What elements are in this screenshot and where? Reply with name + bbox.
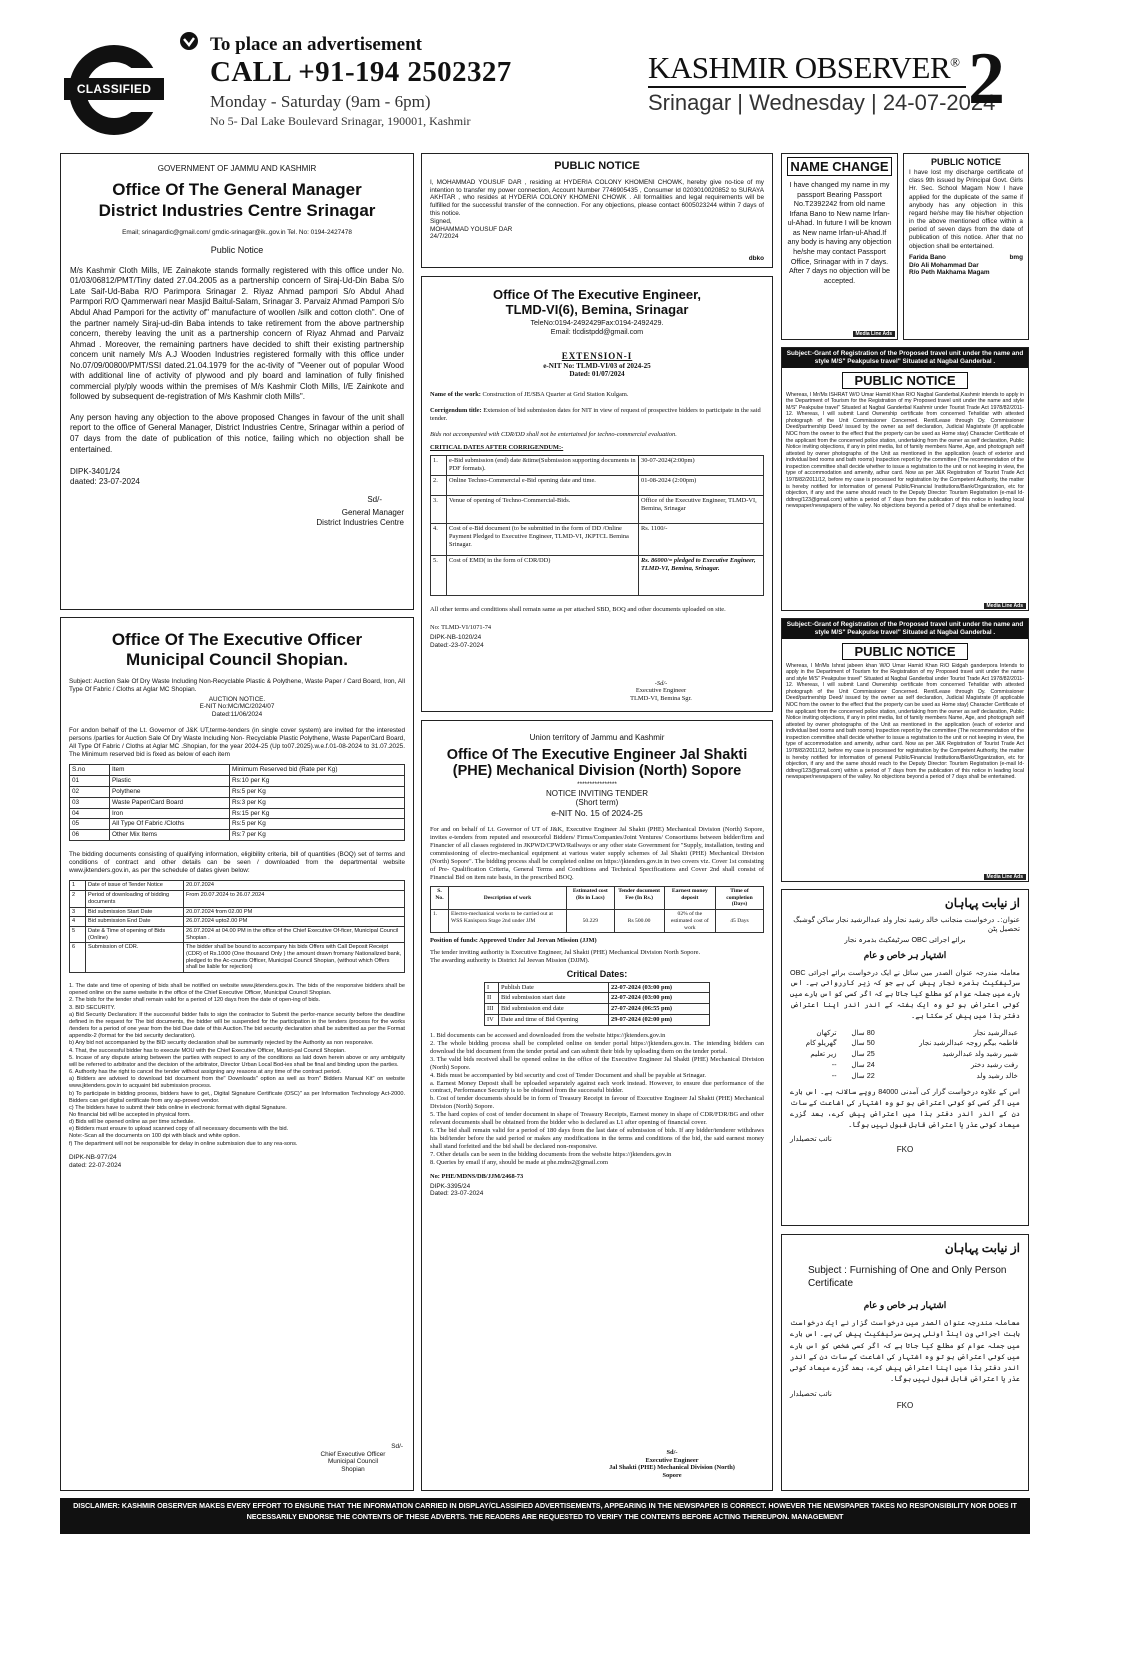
tlmd-crit-label: CRITICAL DATES AFTER CORRIGENDUM:- (430, 444, 564, 452)
table-cell: 27-07-2024 (06:55 pm) (609, 1004, 710, 1015)
mcs-intro: For andon behalf of the Lt. Governor of J&K UT,terme-tenders (in single cover system) are invited for the interested persons /parties for Auction Sale Of Dry Waste Including Non- Recyclable Plastic Polythene, Waste Paper/Card Board, All Type Of Fabric / Cloths at Aglar MC .Shopian, for the year 2024-25 (Up to07.2025).w.e.f.01-08-2024 to 31.07.2025. The Minimum reserved bid is fixed as below of each item (69, 727, 405, 758)
table-row (790, 1071, 1020, 1082)
js-title-2: (PHE) Mechanical Division (North) Sopore (452, 762, 742, 779)
table-cell: Rs:10 per Kg (230, 776, 405, 787)
dic-gov: GOVERNMENT OF JAMMU AND KASHMIR (157, 164, 317, 173)
table-cell: Date & Time of opening of Bids (Online) (86, 926, 184, 942)
tlmd-note: Bids not accompanied with CDR/DD shall not be entertained for techno-commercial evaluation. (430, 430, 677, 438)
mcs-dated: Dated:11/06/2024 (211, 711, 263, 719)
table-cell: 4. (431, 524, 447, 556)
table-cell: Other Mix Items (110, 830, 230, 841)
js-intro: For and on behalf of Lt. Governor of UT of J&K, Executive Engineer Jal Shakti (PHE) Mechanical Division (North) Sopore, invites e-tenders from reputed and resourceful Bidders/ Firms/Companies/Joint Ventures/ Consortiums between bidder/firm and Financier of all classes registered in JKPWD/CPWD/Railways or any other state Government for "Supply, installation, testing and commissioning of electro-mechanical equipment at various water supply schemes of Jal Shakti (PHE) Mechanical Division (North) Sopore". The bidding process shall be completed online on https://jktenders.gov.in in two covers viz. Cover 1st consisting of Pre- Qualification Criteria, General Terms and Conditions and Technical Specifications and Cover 2nd shall consist of Financial Bid on item rate basis, in the prescribed BOQ. (430, 826, 764, 882)
tlmd-email: Email: tlcdistpdd@gmail.com (550, 326, 644, 336)
ad-power-transfer (421, 153, 773, 268)
table-cell: 01 (70, 776, 110, 787)
mcs-title-2: Municipal Council Shopian. (126, 650, 348, 669)
nc-title: NAME CHANGE (787, 157, 892, 176)
table-row (70, 891, 405, 907)
table-row (485, 993, 710, 1004)
table-cell: 24 سال (851, 1059, 875, 1069)
table-header-cell: S. No. (431, 886, 449, 909)
table-row (431, 456, 764, 476)
table-row (70, 776, 405, 787)
tr2-tag: Media Line Ads (984, 874, 1027, 880)
dic-office: District Industries Centre (316, 518, 404, 528)
lc-father: D/o Ali Mohammad Dar (909, 261, 979, 269)
table-cell: زیر تعلیم (810, 1049, 837, 1059)
tlmd-no: No: TLMD-VI/1071-74 (430, 623, 492, 631)
table-cell: Iron (110, 808, 230, 819)
table-row (431, 886, 764, 909)
js-no: e-NIT No. 15 of 2024-25 (551, 808, 643, 819)
ad-dic-srinagar (60, 153, 414, 610)
pn-signed: Signed, (430, 217, 452, 225)
table-cell: 04 (70, 808, 110, 819)
js-ut: Union territory of Jammu and Kashmir (529, 733, 665, 742)
masthead (648, 50, 960, 86)
disclaimer-bar (60, 1498, 1030, 1534)
tlmd-ref: DIPK-NB-1020/24 (430, 633, 482, 641)
tlmd-extension: EXTENSION-I (561, 350, 633, 361)
table-header-cell: Item (110, 765, 230, 776)
ad-urdu-one-person (781, 1234, 1029, 1491)
table-header-cell: Time of completion (Days) (716, 886, 764, 909)
ad-urdu-obc (781, 889, 1029, 1226)
table-cell: عبدالرشید نجار (973, 1027, 1018, 1037)
table-cell: 2. (431, 476, 447, 496)
tlmd-sig-1: Executive Engineer (635, 687, 687, 695)
u1-line-1: عنوان:۔ درخواست منجانب خالد رشید نجار ولد عبدالرشید نجار ساکن گوشبگ تحصیل پٹن (793, 915, 1020, 933)
js-authority: The tender inviting authority is Executive Engineer, Jal Shakti (PHE) Mechanical Division North Sopore. (430, 949, 701, 957)
dic-signatory: General Manager (341, 508, 404, 518)
lc-name: Farida Bano (909, 253, 946, 261)
lc-body: I have lost my discharge certificate of class 9th issued by Principal Govt. Girls Hr. Sec. School Magam Now I have applied for the duplicate of the same if anybody has any objection in this regard he/she may file his/her objection in the above mentioned office within a period of seven days from the date of publication of this notice. After that no objection shall be entertained. (909, 168, 1023, 250)
js-critical-label: Critical Dates: (566, 968, 628, 979)
table-row (70, 943, 405, 973)
table-header-cell: S.no (70, 765, 110, 776)
mcs-dated-2: dated: 22-07-2024 (69, 1161, 122, 1169)
table-cell: Rs. 86000/= pledged to Executive Engineer, TLMD-VI, Bemina, Srinagar. (639, 556, 764, 596)
page-number: 2 (968, 38, 1005, 120)
table-cell: 45 Days (716, 910, 764, 933)
table-header-cell: Estimated cost (Rs in Lacs) (567, 886, 615, 909)
tr2-subject: Subject:-Grant of Registration of the Proposed travel unit under the name and style M/S" Peakpulse travel" Situated at Nagbal Ganderbal . (782, 619, 1028, 639)
table-cell: رفت رشید دختر (970, 1059, 1018, 1069)
table-cell: Rs:3 per Kg (230, 797, 405, 808)
tr1-subject: Subject:-Grant of Registration of the Proposed travel unit under the name and style M/S" Peakpulse travel" Situated at Nagbal Ganderbal . (782, 348, 1028, 368)
tlmd-sd: -Sd/- (654, 679, 668, 687)
table-row (431, 524, 764, 556)
table-cell: 01-08-2024 (2:00pm) (639, 476, 764, 496)
dic-ref: DIPK-3401/24 (70, 467, 121, 477)
ad-phone: CALL +91-194 2502327 (210, 56, 512, 88)
u1-tag: FKO (896, 1145, 914, 1155)
table-row (70, 830, 405, 841)
table-cell: Plastic (110, 776, 230, 787)
tlmd-dated-2: Dated:-23-07-2024 (430, 641, 484, 649)
ad-mc-shopian (60, 617, 414, 1491)
tlmd-corr (430, 407, 764, 423)
arrow-circle-icon (178, 30, 200, 52)
table-cell: Bid submission End Date (86, 917, 184, 927)
table-cell: All Type Of Fabric /Cloths (110, 819, 230, 830)
tlmd-title-2: TLMD-VI(6), Bemina, Srinagar (505, 302, 689, 317)
mcs-sig-line: Chief Executive Officer (320, 1450, 386, 1458)
js-points: 1. Bid documents can be accessed and downloaded from the website https://jktenders.gov.in 2. The whole bidding process shall be completed online on tender portal https://jktenders.gov.in. The intending bidders can download the bid document from the tender portal and can submit their bids by uploading them on the tender portal. 3. The valid bids received shall be opened online in the office of the Executive Engineer Jal Shakti (PHE) Mechanical Division (North) Sopore. 4. Bids must be accompanied by bid security and cost of Tender Document and shall be payable at Srinagar. a. Earnest Money Deposit shall be uploaded separately against each work instead. However, to ensure due performance of the contract, Performance Security is to be obtained from the successful bidder. b. Cost of tender documents should be in form of Treasury Receipt in favour of Executive Engineer Jal Shakti (PHE) Mechanical Division (North) Sopore. 5. The hard copies of cost of tender document in shape of Treasury Receipts, Earnest money in shape of CDR/FDR/BG and other relevant documents shall be obtained from the bidder who is declared as L1 after opening of financial cover. 6. The bid shall remain valid for a period of 180 days from the last date of submission of bids. If any bidder/tenderer withdraws his bid/tender before the said period or makes any modifications in the terms and conditions of the bid, the said earnest money shall stand forfeited and the bid shall be declared non-responsive. 7. Other details can be seen in the bidding documents from the website https://jktenders.gov.in 8. Queries by email if any, should be made at phe.mdns2@gmail.com (430, 1031, 764, 1166)
table-cell: گھریلو کام (805, 1038, 837, 1048)
ad-intro: To place an advertisement (210, 34, 422, 55)
dic-body-2: Any person having any objection to the above proposed Changes in favour of the unit shall report to the office of General Manager, District Industries Centre, Srinagar within a period of 07 days from the date of publication of this notice, failing which no objection shall be entertained. (70, 412, 404, 454)
mcs-terms: 1. The date and time of opening of bids shall be notified on website www.jktenders.gov.in. The bids of the responsive bidders shall be opened online on the same website in the office of the Chief Executive Officer, Municipal Council Shopian. 2. The bids for the tender shall remain valid for a period of 120 days from the date of open-ing of bids. 3. BID SECURITY. a) Bid Security Declaration: If the successful bidder fails to sign the contractor to Submit the perfor-mance security before the deadline defined in the request for The bid documents, the bidder will be suspended for the participation in the tenders /process for the works /tenders for a period of one year from the bid Due date of this Auction.The bid security declaration shall be submitted as per the Format appendix-2 (format for the bid security declaration). b) Any bid not accompanied by the BID security declaration shall be summarily rejected by the Authority as non responsive. 4. That, the successful bidder has to execute MOU with the Chief Executive Officer, Munici-pal Council Shopian. 5. Incase of any dispute arising between the parties with respect to any of the conditions as laid down herein above or any ambiguity will be referred to arbitrator and the decision of the arbitrator, Director Urban Local Bod-ies shall be final and binding upon the parties. 6. Authority has the right to cancel the tender without assigning any reasons at any time of the contract period. a) Bidders are advised to download bid document from the" Downloads" option as well as from" Bidders Manual Kit" on website www.jktenders.gov.in to acquaint bid submission process. b) To participate in bidding process, bidders have to get,, Digital Signature Certificate (DSC)" as per Information Technology Act-2000. Bidders can get digital certificate from any ap-proved vendor. c) The bidders have to submit their bids online in electronic format with digital Signature. No financial bid will be accepted in physical form. d) Bids will be opened online as per time schedule. e) Bidders must ensure to upload scanned copy of all necessary documents with the bid. Note:-Scan all the documents on 100 dpi with black and white option. f) The department will not be responsible for delay in online submission due to any rea-sons. (69, 983, 405, 1147)
dic-title-1: Office Of The General Manager (112, 179, 362, 199)
js-sig-1: Executive Engineer (645, 1456, 699, 1464)
table-cell: Bid submission start date (499, 993, 609, 1004)
js-work-table (430, 886, 764, 933)
table-cell: 02% of the estimated cost of work (664, 910, 715, 933)
tlmd-work-text: Construction of JE/SBA Quarter at Grid Station Kulgam. (482, 391, 629, 399)
u2-title: از نیابت پہاہان (944, 1241, 1020, 1255)
ad-travel-unit-1 (781, 347, 1029, 611)
pn-name: MOHAMMAD YOUSUF DAR (430, 225, 513, 233)
tlmd-dated: Dated: 01/07/2024 (569, 370, 625, 379)
tr1-tag: Media Line Ads (984, 603, 1027, 609)
pn-date: 24/7/2024 (430, 233, 459, 241)
table-row (431, 476, 764, 496)
ad-hours: Monday - Saturday (9am - 6pm) (210, 92, 431, 111)
lc-name-row (909, 254, 1023, 262)
tlmd-other: All other terms and conditions shall remain same as per attached SBD, BOQ and other documents uploaded on site. (430, 606, 726, 614)
table-cell: Electro-mechanical works to be carried out at WSS Kanispora Stage 2nd under JJM (449, 910, 567, 933)
lc-tag: bmg (1009, 253, 1023, 261)
nc-tag: Media Line Ads (853, 331, 896, 337)
table-cell: Period of downloading of bidding documents (86, 891, 184, 907)
js-sd: Sd/- (666, 1448, 678, 1456)
table-cell: Rs 500.00 (614, 910, 664, 933)
js-sig-2: Jal Shakti (PHE) Mechanical Division (North) (609, 1464, 735, 1472)
table-cell: -- (831, 1070, 837, 1080)
js-signature (572, 1449, 772, 1480)
mcs-schedule-table (69, 880, 405, 973)
mcs-boq: The bidding documents consisting of qualifying information, eligibility criteria, bill of quantities (BOQ) set of terms and conditions of contract and other details can be seen / downloaded from the departmental website www.jktenders.gov.in, as per the schedule of dates given below: (69, 851, 405, 874)
u2-body: معاملہ مندرجہ عنوان الصدر میں درخواست گزار نے ایک درخواست بابت اجرائی ون اینڈ اونلی پرسن سرٹیفکیٹ پیش کی ہے۔ اس بارے میں جملہ عوام کو مطلع کیا جاتا ہے کہ اگر کسی شخص کو اس بارے میں کوئی اعتراض ہو تو وہ اشتہار کی اشاعت کے سات دن کے اندر اندر دفتر ہذا میں اپنا اعتراض پیش کرے، بعد گزرے میعاد کوئی عذر یا اعتراض قابل قبول نہیں ہوگا۔ (790, 1318, 1020, 1384)
table-cell: Waste Paper/Card Board (110, 797, 230, 808)
classified-logo (60, 42, 168, 138)
u1-title: از نیابت پہاہان (944, 896, 1020, 910)
table-cell: 1. (431, 910, 449, 933)
dic-sd: Sd/- (367, 494, 382, 504)
table-cell: 29-07-2024 (02:00 pm) (609, 1015, 710, 1026)
table-cell: Office of the Executive Engineer, TLMD-VI, Bemina, Srinagar (639, 496, 764, 524)
table-row (790, 1049, 1020, 1060)
u2-sig: نائب تحصیلدار (790, 1389, 832, 1399)
table-cell: خالد رشید ولد (976, 1070, 1018, 1080)
ad-travel-unit-2 (781, 618, 1029, 882)
u1-sig: نائب تحصیلدار (790, 1133, 832, 1143)
nc-body: I have changed my name in my passport Bearing Passport No.T2392242 from old name Irfana Bano to New name Irfan-ul-Ahad. In future I will be known as New name Irfan-ul-Ahad.If any body is having any objection he/she may contact Passport Office, Srinagar with in 7 days. After 7 days no objection will be accepted. (787, 180, 892, 285)
table-header-cell: Earnest money deposit (664, 886, 715, 909)
mcs-signature (303, 1443, 403, 1474)
table-cell: Rs:5 per Kg (230, 786, 405, 797)
mcs-sig-line: Municipal Council (327, 1458, 379, 1466)
tlmd-title-1: Office Of The Executive Engineer, (492, 287, 702, 302)
table-row (790, 1060, 1020, 1071)
pn-tag: dbko (748, 255, 764, 263)
table-cell: Rs:7 per Kg (230, 830, 405, 841)
table-row (485, 982, 710, 993)
table-row (485, 1004, 710, 1015)
dateline: Srinagar | Wednesday | 24-07-2024 (648, 90, 996, 115)
table-cell: III (485, 1004, 499, 1015)
table-cell: 05 (70, 819, 110, 830)
ad-name-change (781, 153, 898, 340)
u1-line-2: برائے اجرائی OBC سرٹیفکیٹ بذمرہ نجار (844, 934, 966, 944)
tr1-title: PUBLIC NOTICE (842, 372, 968, 389)
table-row (70, 907, 405, 917)
registered-mark: ® (950, 54, 960, 70)
table-cell: Cost of e-Bid document (to be submitted in the form of DD /Online Payment Pledged to Executive Engineer, TLMD-VI, JKPTCL Bemina Srinagar. (447, 524, 639, 556)
table-header-cell: Description of work (449, 886, 567, 909)
masthead-title: KASHMIR OBSERVER (648, 50, 951, 85)
table-cell: 2 (70, 891, 86, 907)
mcs-notice: AUCTION NOTICE. (208, 695, 266, 703)
dic-email: Email; srinagardic@gmail.com/ gmdic-srinagar@ik..gov.in Tel. No: 0194-2427478 (122, 228, 352, 236)
table-cell: Date of issue of Tender Notice (86, 881, 184, 891)
table-cell: 20.07.2024 (184, 881, 405, 891)
u1-note: اس کے علاوہ درخواست گزار کی آمدنی 84000 روپے سالانہ ہے۔ اس بارے میں اگر کسی کو کوئی اعتراض ہو تو وہ اشتہار کی اشاعت کے سات دن کے اندر اندر دفتر ہذا میں اعتراض پیش کرے، بعد گزرے میعاد کوئی عذر یا اعتراض قابل قبول نہیں ہوگا۔ (790, 1087, 1020, 1129)
table-cell: Bid submission end date (499, 1004, 609, 1015)
table-cell: 5 (70, 926, 86, 942)
js-ref: DIPK-3395/24 (430, 1182, 471, 1190)
ad-jal-shakti-sopore (421, 720, 773, 1491)
tlmd-corr-label: Corrigendum title: (430, 406, 482, 414)
tr2-title: PUBLIC NOTICE (842, 643, 968, 660)
table-cell: 25 سال (851, 1049, 875, 1059)
table-cell: Rs:15 per Kg (230, 808, 405, 819)
u1-body: معاملہ مندرجہ عنوان الصدر میں سائل نے ایک درخواست برائے اجرائی OBC سرٹیفکیٹ بذمرہ نجار پیش کی ہے جو کہ زیر کارروائی ہے۔ اس بارے میں جملہ عوام کو مطلع کیا جاتا ہے کہ اگر کسی کو اس بارے میں کوئی اعتراض ہو تو وہ ایک ہفتہ کے اندر اندر اپنا اعتراض دفتر ہذا میں پیش کر سکتا ہے۔ (790, 967, 1020, 1020)
pn-body: I, MOHAMMAD YOUSUF DAR , residing at HYDERIA COLONY KHOMENI CHOWK, hereby give no-tice of my intention to transfer my power connection, Account Number 7746905435 , Consumer Id 0203010020852 to SURAYA AKHTAR , who resides at HYDERIA COLONY KHOMENI CHOWK . All formalities and legal requirements will be fulfilled for the successful transfer of the connection. For any objections, please contact 6005023244 within 7 days of this notice. (430, 178, 764, 217)
u2-heading: اشتہار ہر خاص و عام (863, 1300, 947, 1310)
table-cell: 4 (70, 917, 86, 927)
table-cell: II (485, 993, 499, 1004)
logo-text: CLASSIFIED (76, 82, 152, 96)
mcs-nit: E-NIT No:MC/MC/2024/07 (199, 703, 275, 711)
mcs-title-1: Office Of The Executive Officer (111, 630, 363, 649)
table-header-cell: Tender document Fee (In Rs.) (614, 886, 664, 909)
table-cell: Polythene (110, 786, 230, 797)
tlmd-work (430, 391, 764, 399)
js-sig-3: Sopore (662, 1472, 682, 1480)
mcs-sig-line: Shopian (341, 1466, 365, 1474)
table-cell: Rs:5 per Kg (230, 819, 405, 830)
ad-lost-certificate (903, 153, 1029, 340)
dic-date: daated: 23-07-2024 (70, 476, 140, 486)
table-cell: 30-07-2024(2:00pm) (639, 456, 764, 476)
js-no-2: No: PHE/MDNS/DB/JJM/2468-73 (430, 1172, 524, 1180)
mcs-sd: Sd/- (391, 1442, 403, 1450)
js-dates-table (484, 982, 710, 1026)
table-cell: From 20.07.2024 to 26.07.2024 (184, 891, 405, 907)
table-cell: Rs. 1100/- (639, 524, 764, 556)
js-title-1: Office Of The Executive Engineer Jal Shakti (446, 746, 748, 763)
disclaimer-text: DISCLAIMER: KASHMIR OBSERVER MAKES EVERY EFFORT TO ENSURE THAT THE INFORMATION CARRIED IN DISPLAY/CLASSIFIED ADVERTISEMENTS, APPEARING IN THE NEWSPAPER IS CORRECT. HOWEVER THE NEWSPAPER TAKES NO RESPONSIBILITY NOR DOES IT NECESSARILY ENDORSE THE CONTENTS OF THESE ADVERTS. THE READERS ARE REQUESTED TO VERIFY THE CONTENTS BEFORE ACTING THEREUPON. MANAGEMENT (73, 1501, 1017, 1521)
lc-address: R/o Peth Makhama Magam (909, 269, 990, 277)
table-cell: Submission of CDR. (86, 943, 184, 973)
table-row (431, 910, 764, 933)
table-cell: Online Techno-Commercial e-Bid opening date and time. (447, 476, 639, 496)
table-row (790, 1038, 1020, 1049)
table-cell: 26.07.2024 at 04.00 PM in the office of the Chief Executive Of-ficer, Municipal Council Shopian . (184, 926, 405, 942)
table-row (431, 496, 764, 524)
table-row (70, 917, 405, 927)
dic-public-notice: Public Notice (210, 244, 264, 255)
u2-subject: Subject : Furnishing of One and Only Person Certificate (808, 1265, 1007, 1289)
table-row (70, 881, 405, 891)
tlmd-work-label: Name of the work: (430, 391, 481, 399)
table-cell: Bid submission Start Date (86, 907, 184, 917)
table-row (70, 797, 405, 808)
table-row (70, 819, 405, 830)
table-cell: I (485, 982, 499, 993)
tlmd-nit: e-NIT No: TLMD-VI/03 of 2024-25 (543, 361, 651, 370)
table-cell: The bidder shall be bound to accompany his bids Offers with Call Deposit Receipt (CDR) of Rs.1000 (One thousand Only ) the amount drawn fromany Nationalized bank, pledged to the Ac-counts Officer, Municipal Council Shopian, (without which Offers shall be liable for rejection) (184, 943, 405, 973)
table-cell: e-Bid submission (end) date &time(Submission supporting documents in PDF formats). (447, 456, 639, 476)
tr1-body: Whereas, I Mr/Ms ISHRAT W/O Umar Hamid Khan R/O Nagbal Ganderbal,Kashmir intends to apply in the Department of Tourism for the Registration of my Proposed travel unit under the name and style M/S" Peakpulse travel" Situated at Nagbal Ganderbal Kashmir under Tourist Trade Act 1978/82/2011-12. Whereas, I will submit Land Ownership certificate from concerned Tehsildar with attested photograph of the Unit Commissioner Concerned. Rent/Lease through Dy. Commissioner Deed/partnership Deed/ issued by the owner as self declaration, Judicial Magistrate (If applicable NOC from the owner to the effect that the property can be used as Home stay) Character Certificate of the applicant from the concerned police station, undertaking from the owner as self declaration, Public Notice inviting objections, if any in print media, list of family members Name, Age, and photograph self attested by owner photographs of the Unit as mentioned in the application (each of exterior and individual bed rooms and bath rooms) Inspection report by the committee (The recommendation of the inspection committee shall decide whether to issue a registration to the unit or not keeping in view, the type of accommodation and amenity, adhar card. Now as per J&K Registration of Tourist Trade Act 1978/82/2011/12, before my case is processed for registration by the Competent Authority, the matter is hereby notified for information of general Public/Financial Institutions/Bank/Organization, etc for objection, if any and the same should reach to the Deputy Director: Tourism Registration (e-mail Id-ddtreg/123@gmail.com) within a period of 7 days from the publication of this notice in leading local newspaper/newspapers of the valley. No objections beyond a period of 7 days shall be entertained. (786, 391, 1024, 510)
table-cell: 06 (70, 830, 110, 841)
table-cell: 03 (70, 797, 110, 808)
mcs-subject: Subject: Auction Sale Of Dry Waste Including Non-Recyclable Plastic & Polythene, Waste Paper / Card Board, Iron, All Type Of Fabric / Cloths at Aglar MC Shopian. (69, 678, 405, 693)
table-cell: 22 سال (851, 1070, 875, 1080)
table-cell: ترکھان (816, 1027, 837, 1037)
js-dated: Dated: 23-07-2024 (430, 1190, 484, 1198)
table-cell: Date and time of Bid Opening (499, 1015, 609, 1026)
pn-title: PUBLIC NOTICE (554, 160, 640, 172)
u1-heading: اشتہار ہر خاص و عام (863, 950, 947, 961)
js-awarding: The awarding authority is District Jal Jeevan Mission (DJJM). (430, 956, 590, 964)
table-row (70, 786, 405, 797)
table-cell: 3 (70, 907, 86, 917)
table-row (790, 1028, 1020, 1039)
tlmd-dates-table (430, 455, 764, 596)
table-header-cell: Minimum Reserved bid (Rate per Kg) (230, 765, 405, 776)
table-cell: 5. (431, 556, 447, 596)
table-cell: 26.07.2024 upto2.00 PM (184, 917, 405, 927)
table-cell: 20.07.2024 from 02.00 PM (184, 907, 405, 917)
table-cell: IV (485, 1015, 499, 1026)
lc-title: PUBLIC NOTICE (930, 157, 1001, 167)
u2-tag: FKO (896, 1400, 914, 1410)
table-cell: 22-07-2024 (03:00 pm) (609, 982, 710, 993)
table-cell: Venue of opening of Techno-Commercial-Bids. (447, 496, 639, 524)
table-cell: 50.229 (567, 910, 615, 933)
ad-address: No 5- Dal Lake Boulevard Srinagar, 190001, Kashmir (210, 114, 471, 128)
table-row (485, 1015, 710, 1026)
table-cell: Cost of EMD( in the form of CDR/DD) (447, 556, 639, 596)
mcs-items-table (69, 764, 405, 841)
js-stars: **************** (577, 780, 617, 788)
mcs-ref: DIPK-NB-977/24 (69, 1153, 117, 1161)
tlmd-sig-2: TLMD-VI, Bemina Sgr. (630, 695, 692, 703)
table-row (70, 926, 405, 942)
ad-tlmd-bemina (421, 276, 773, 712)
tr2-body: Whereas, I Mr/Ms Ishrat jabeen khan W/O Umar Hamid Khan R/O Eidgah ganderpora Intends to apply in the Department of Tourism for the Registration of my Proposed travel unit under the name and style M/S" Peakpulse travel" Situated at Nagbal Ganderbal under Tourist Trade Act 1978/82/2011-12. Whereas, I will submit Land Ownership certificate from concerned Tehsildar with attested photograph of the Unit Commissioner Concerned. Rent/Lease through Dy. Commissioner Deed/partnership Deed/ issued by the owner as self declaration, Judicial Magistrate (If applicable NOC from the owner to the effect that the property can be used as Home stay) Character Certificate of the applicant from the concerned police station, undertaking from the owner as self declaration, Public Notice inviting objections, if any in print media, list of family members Name, Age, and photograph self attested by owner photographs of the Unit as mentioned in the application (each of exterior and individual bed rooms and bath rooms) Inspection report by the committee (The recommendation of the inspection committee shall decide whether to issue a registration to the unit or not keeping in view, the type of accommodation and amenity, adhar card. Now as per J&K Registration of Tourist Trade Act 1978/82/2011/12, before my case is processed for registration by the Competent Authority, the matter is hereby notified for information of general Public/Financial Institutions/Bank/Organization, etc for objection, if any and the same should reach to the Deputy Director: Tourism Registration (e-mail Id-ddtreg/123@gmail.com) within a period of 7 days from the publication of this notice in leading local newspaper/newspapers of the valley. No objections beyond a period of 7 days shall be entertained. (786, 662, 1024, 781)
table-cell: Publish Date (499, 982, 609, 993)
table-row (431, 556, 764, 596)
table-cell: 3. (431, 496, 447, 524)
table-row (70, 808, 405, 819)
tlmd-tel: TeleNo:0194-2492429Fax:0194-2492429. (530, 318, 664, 327)
js-nit: NOTICE INVITING TENDER (545, 788, 649, 798)
table-cell: فاطمہ بیگم زوجہ عبدالرشید نجار (919, 1038, 1018, 1048)
u1-members-table (790, 1028, 1020, 1082)
dic-title-2: District Industries Centre Srinagar (98, 200, 376, 220)
table-cell: -- (831, 1059, 837, 1069)
js-short: (Short term) (575, 798, 619, 808)
table-row (70, 765, 405, 776)
tlmd-corr-text: Extension of bid submission dates for NIT in view of request of prospective bidders to participate in the said tender. (430, 406, 761, 422)
table-cell: 6 (70, 943, 86, 973)
table-cell: 80 سال (851, 1027, 875, 1037)
table-cell: 1. (431, 456, 447, 476)
dic-body-1: M/s Kashmir Cloth Mills, I/E Zainakote stands formally registered with this office under No. 01/03/06812/PMT/Tiny dated 27.04.2005 as a partnership concern of Siraj-Ud-Din Baba S/o Late Saif-Ud-Baba R/O Parimpora Srinagar 2. Riyaz Ahmad pampori S/o Abdul Ahad Parmpori R/O Qammerwari near Masjid Baitul-Salam, Srinagar 3. Parvaiz Ahmad Pampori S/o Abdul Ahad Pampori for the activity of" manufacture of woollen /silk and cotton cloth". One of the partner namely Siraj-ud-din Baba intends to take retirement from the above partnership concern, thereby leaving the unit as a partnership concern of Riyaz Ahmad and Parvaiz Ahmad . Moreover, the remaining partners have decided to shift their existing partnership concem unit namely M/s A.J Wooden Industries registered formally with this office under No.07/09/00800/PMT/SSI dated.21.04.1979 for the ac-tivity of "Veener out of popular Wood with additional line of activity of plywood and ply board and lamination of fully finished commercial ply/ply woods within the premises of M/s Kashmir Cloth Mills, I/E Zainkote and followed by subsequent de-registration of M/s Kashmir cloth Mills". (70, 265, 404, 402)
table-cell: 1 (70, 881, 86, 891)
table-cell: شبیر رشید ولد عبدالرشید (942, 1049, 1018, 1059)
table-cell: 02 (70, 786, 110, 797)
tlmd-signature (606, 680, 716, 703)
table-cell: 50 سال (851, 1038, 875, 1048)
table-cell: 22-07-2024 (03:00 pm) (609, 993, 710, 1004)
masthead-rule (648, 86, 966, 88)
js-funds: Position of funds: Approved Under Jal Jeevan Mission (JJM) (430, 937, 597, 945)
